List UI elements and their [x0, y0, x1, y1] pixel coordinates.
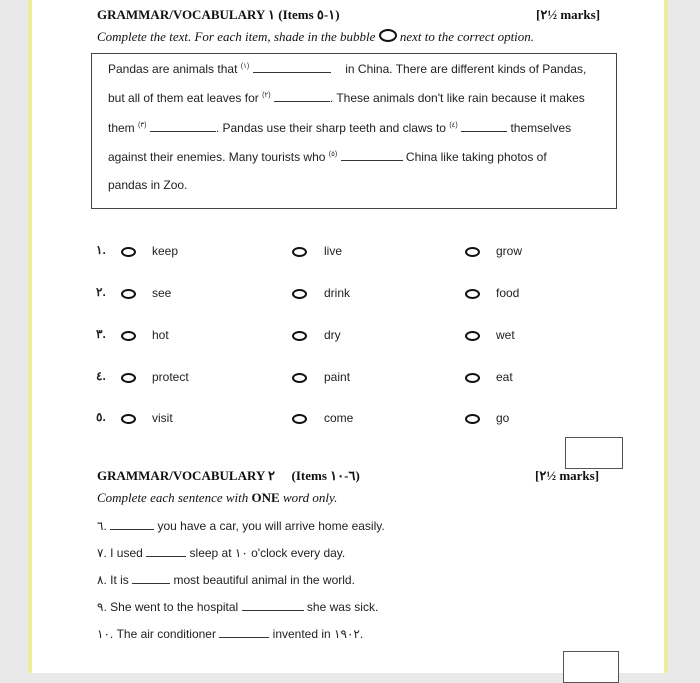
- section2-title-text: GRAMMAR/VOCABULARY ٢: [97, 468, 276, 483]
- option-label: hot: [152, 328, 169, 342]
- passage-line-5: pandas in Zoo.: [108, 178, 188, 192]
- answer-bubble[interactable]: [465, 289, 480, 299]
- passage-line-3: [108, 120, 571, 135]
- answer-bubble[interactable]: [292, 331, 307, 341]
- sentence-text: invented in ١٩٠٢.: [272, 627, 364, 641]
- option-label: see: [152, 286, 172, 300]
- blank-number: (١): [240, 63, 250, 70]
- option-label: wet: [496, 328, 515, 342]
- answer-bubble[interactable]: [465, 373, 480, 383]
- option-label: go: [496, 411, 510, 425]
- sentence-text: sleep at ١٠ o'clock every day.: [189, 546, 346, 560]
- instruction-text-bold: ONE: [251, 490, 280, 505]
- item-number: ١.: [96, 243, 106, 257]
- sentence-9: [97, 599, 378, 614]
- score-box[interactable]: [563, 651, 619, 683]
- section2-marks: [٢½ marks]: [535, 468, 600, 483]
- answer-bubble[interactable]: [121, 331, 136, 341]
- section2-title: [97, 468, 360, 484]
- page-edge-right: [664, 0, 668, 673]
- blank-9[interactable]: [242, 599, 304, 611]
- sentence-6: [97, 518, 385, 533]
- item-number: ٥.: [96, 410, 106, 424]
- answer-bubble[interactable]: [121, 373, 136, 383]
- passage-text: but all of them eat leaves for: [108, 91, 259, 105]
- sentence-text: you have a car, you will arrive home easily.: [157, 519, 385, 533]
- sentence-text: most beautiful animal in the world.: [173, 573, 355, 587]
- instruction-text-post: next to the correct option.: [399, 29, 535, 44]
- section2-items-range: (Items ٦-١٠): [291, 468, 360, 483]
- option-label: keep: [152, 244, 179, 258]
- blank-number: (٢): [262, 92, 271, 99]
- sentence-text: she was sick.: [306, 600, 379, 614]
- sentence-text: She went to the hospital: [110, 600, 239, 614]
- item-number: ٢.: [96, 285, 106, 299]
- passage-text: . These animals don't like rain because it makes: [329, 91, 585, 105]
- option-label: visit: [152, 411, 173, 425]
- section1-title: GRAMMAR/VOCABULARY ١ (Items ١-٥): [97, 7, 340, 22]
- option-label: drink: [324, 286, 351, 300]
- instruction-text-pre: Complete the text. For each item, shade in the bubble: [97, 29, 376, 44]
- section2-instruction: [97, 490, 337, 506]
- answer-bubble[interactable]: [121, 247, 136, 257]
- blank-10[interactable]: [219, 626, 269, 638]
- passage-line-1: [108, 61, 586, 76]
- blank-number: (٥): [328, 151, 338, 158]
- blank-7[interactable]: [146, 545, 186, 557]
- blank-2[interactable]: [274, 90, 330, 102]
- blank-5[interactable]: [341, 149, 403, 161]
- passage-text: in China. There are different kinds of Pandas,: [345, 62, 587, 76]
- answer-bubble[interactable]: [465, 247, 480, 257]
- sentence-number: ٩.: [97, 600, 107, 614]
- option-label: protect: [152, 370, 189, 384]
- passage-line-2: [108, 90, 585, 105]
- passage-text: them: [108, 121, 135, 135]
- sentence-7: [97, 545, 345, 560]
- sentence-8: [97, 572, 355, 587]
- blank-4[interactable]: [461, 120, 507, 132]
- blank-number: (٤): [449, 122, 458, 129]
- blank-number: (٣): [138, 122, 147, 129]
- passage-text: themselves: [510, 121, 572, 135]
- passage-text: China like taking photos of: [405, 150, 547, 164]
- instruction-text-pre: Complete each sentence with: [97, 490, 249, 505]
- passage-text: against their enemies. Many tourists who: [108, 150, 326, 164]
- option-label: paint: [324, 370, 351, 384]
- sentence-text: It is: [110, 573, 129, 587]
- answer-bubble[interactable]: [121, 289, 136, 299]
- sentence-number: ٦.: [97, 519, 107, 533]
- option-label: eat: [496, 370, 513, 384]
- passage-line-4: [108, 149, 547, 164]
- section1-marks: [٢½ marks]: [536, 7, 601, 22]
- answer-bubble[interactable]: [292, 247, 307, 257]
- score-box[interactable]: [565, 437, 623, 469]
- answer-bubble[interactable]: [292, 289, 307, 299]
- answer-bubble[interactable]: [465, 414, 480, 424]
- option-label: food: [496, 286, 520, 300]
- answer-bubble[interactable]: [121, 414, 136, 424]
- passage-text: Pandas are animals that: [108, 62, 238, 76]
- blank-6[interactable]: [110, 518, 154, 530]
- section1-instruction: [97, 29, 534, 45]
- item-number: ٣.: [96, 327, 106, 341]
- option-label: dry: [324, 328, 341, 342]
- sentence-text: I used: [110, 546, 143, 560]
- item-number: ٤.: [96, 369, 106, 383]
- option-label: come: [324, 411, 354, 425]
- answer-bubble[interactable]: [292, 373, 307, 383]
- sentence-10: [97, 626, 363, 641]
- blank-3[interactable]: [150, 120, 216, 132]
- blank-1[interactable]: [253, 61, 331, 73]
- instruction-text-post: word only.: [282, 490, 338, 505]
- sentence-number: ٧.: [97, 546, 107, 560]
- sentence-text: The air conditioner: [116, 627, 216, 641]
- option-label: live: [324, 244, 343, 258]
- passage-text: . Pandas use their sharp teeth and claws to: [215, 121, 446, 135]
- answer-bubble[interactable]: [292, 414, 307, 424]
- sentence-number: ٨.: [97, 573, 107, 587]
- answer-bubble[interactable]: [465, 331, 480, 341]
- option-label: grow: [496, 244, 523, 258]
- blank-8[interactable]: [132, 572, 170, 584]
- bubble-icon: [379, 29, 397, 42]
- sentence-number: ١٠.: [97, 627, 114, 641]
